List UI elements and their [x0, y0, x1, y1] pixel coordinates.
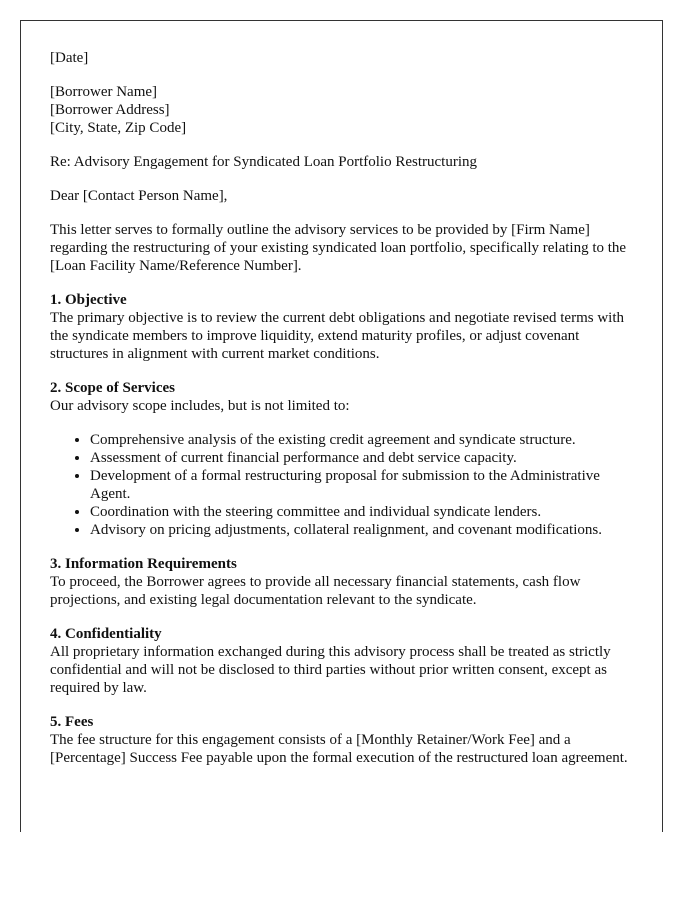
section-body: The fee structure for this engagement consists of a [Monthly Retainer/Work Fee] and a [Percentage] Success Fee payable upon the formal execution of the restructured loan agreement.	[50, 732, 628, 766]
letter-page	[20, 20, 663, 832]
subject-line: Re: Advisory Engagement for Syndicated Loan Portfolio Restructuring	[50, 154, 478, 170]
section-heading: 3. Information Requirements	[50, 556, 237, 572]
scope-list	[50, 431, 633, 539]
section-scope	[50, 379, 633, 539]
section-heading: 2. Scope of Services	[50, 380, 175, 396]
section-confidentiality	[50, 625, 633, 697]
section-heading: 5. Fees	[50, 714, 94, 730]
list-item: • Assessment of current financial performance and debt service capacity.	[90, 449, 633, 467]
section-information-requirements	[50, 555, 633, 609]
section-heading: 4. Confidentiality	[50, 626, 162, 642]
section-objective	[50, 291, 633, 363]
list-item: • Development of a formal restructuring proposal for submission to the Administrative Agent.	[90, 467, 633, 503]
intro-paragraph: This letter serves to formally outline the advisory services to be provided by [Firm Name] regarding the restructuring of your existing syndicated loan portfolio, specifically relating to the [Loan Facility Name/Reference Number].	[50, 222, 627, 274]
section-fees	[50, 713, 633, 767]
salutation: Dear [Contact Person Name],	[50, 188, 228, 204]
section-heading: 1. Objective	[50, 292, 127, 308]
city-state-zip: [City, State, Zip Code]	[50, 120, 187, 136]
borrower-name: [Borrower Name]	[50, 84, 158, 100]
list-item: • Comprehensive analysis of the existing credit agreement and syndicate structure.	[90, 431, 633, 449]
section-body: All proprietary information exchanged during this advisory process shall be treated as strictly confidential and will not be disclosed to third parties without prior written consent, except as required by law.	[50, 644, 611, 696]
list-item: • Coordination with the steering committee and individual syndicate lenders.	[90, 503, 633, 521]
section-body: To proceed, the Borrower agrees to provide all necessary financial statements, cash flow projections, and existing legal documentation relevant to the syndicate.	[50, 574, 581, 608]
date-line: [Date]	[50, 50, 89, 66]
list-item: • Advisory on pricing adjustments, collateral realignment, and covenant modifications.	[90, 521, 633, 539]
section-body: The primary objective is to review the current debt obligations and negotiate revised terms with the syndicate members to improve liquidity, extend maturity profiles, or adjust covenant structures in alignment with current market conditions.	[50, 310, 624, 362]
section-body: Our advisory scope includes, but is not limited to:	[50, 398, 350, 414]
recipient-address	[50, 83, 633, 137]
borrower-address: [Borrower Address]	[50, 102, 170, 118]
